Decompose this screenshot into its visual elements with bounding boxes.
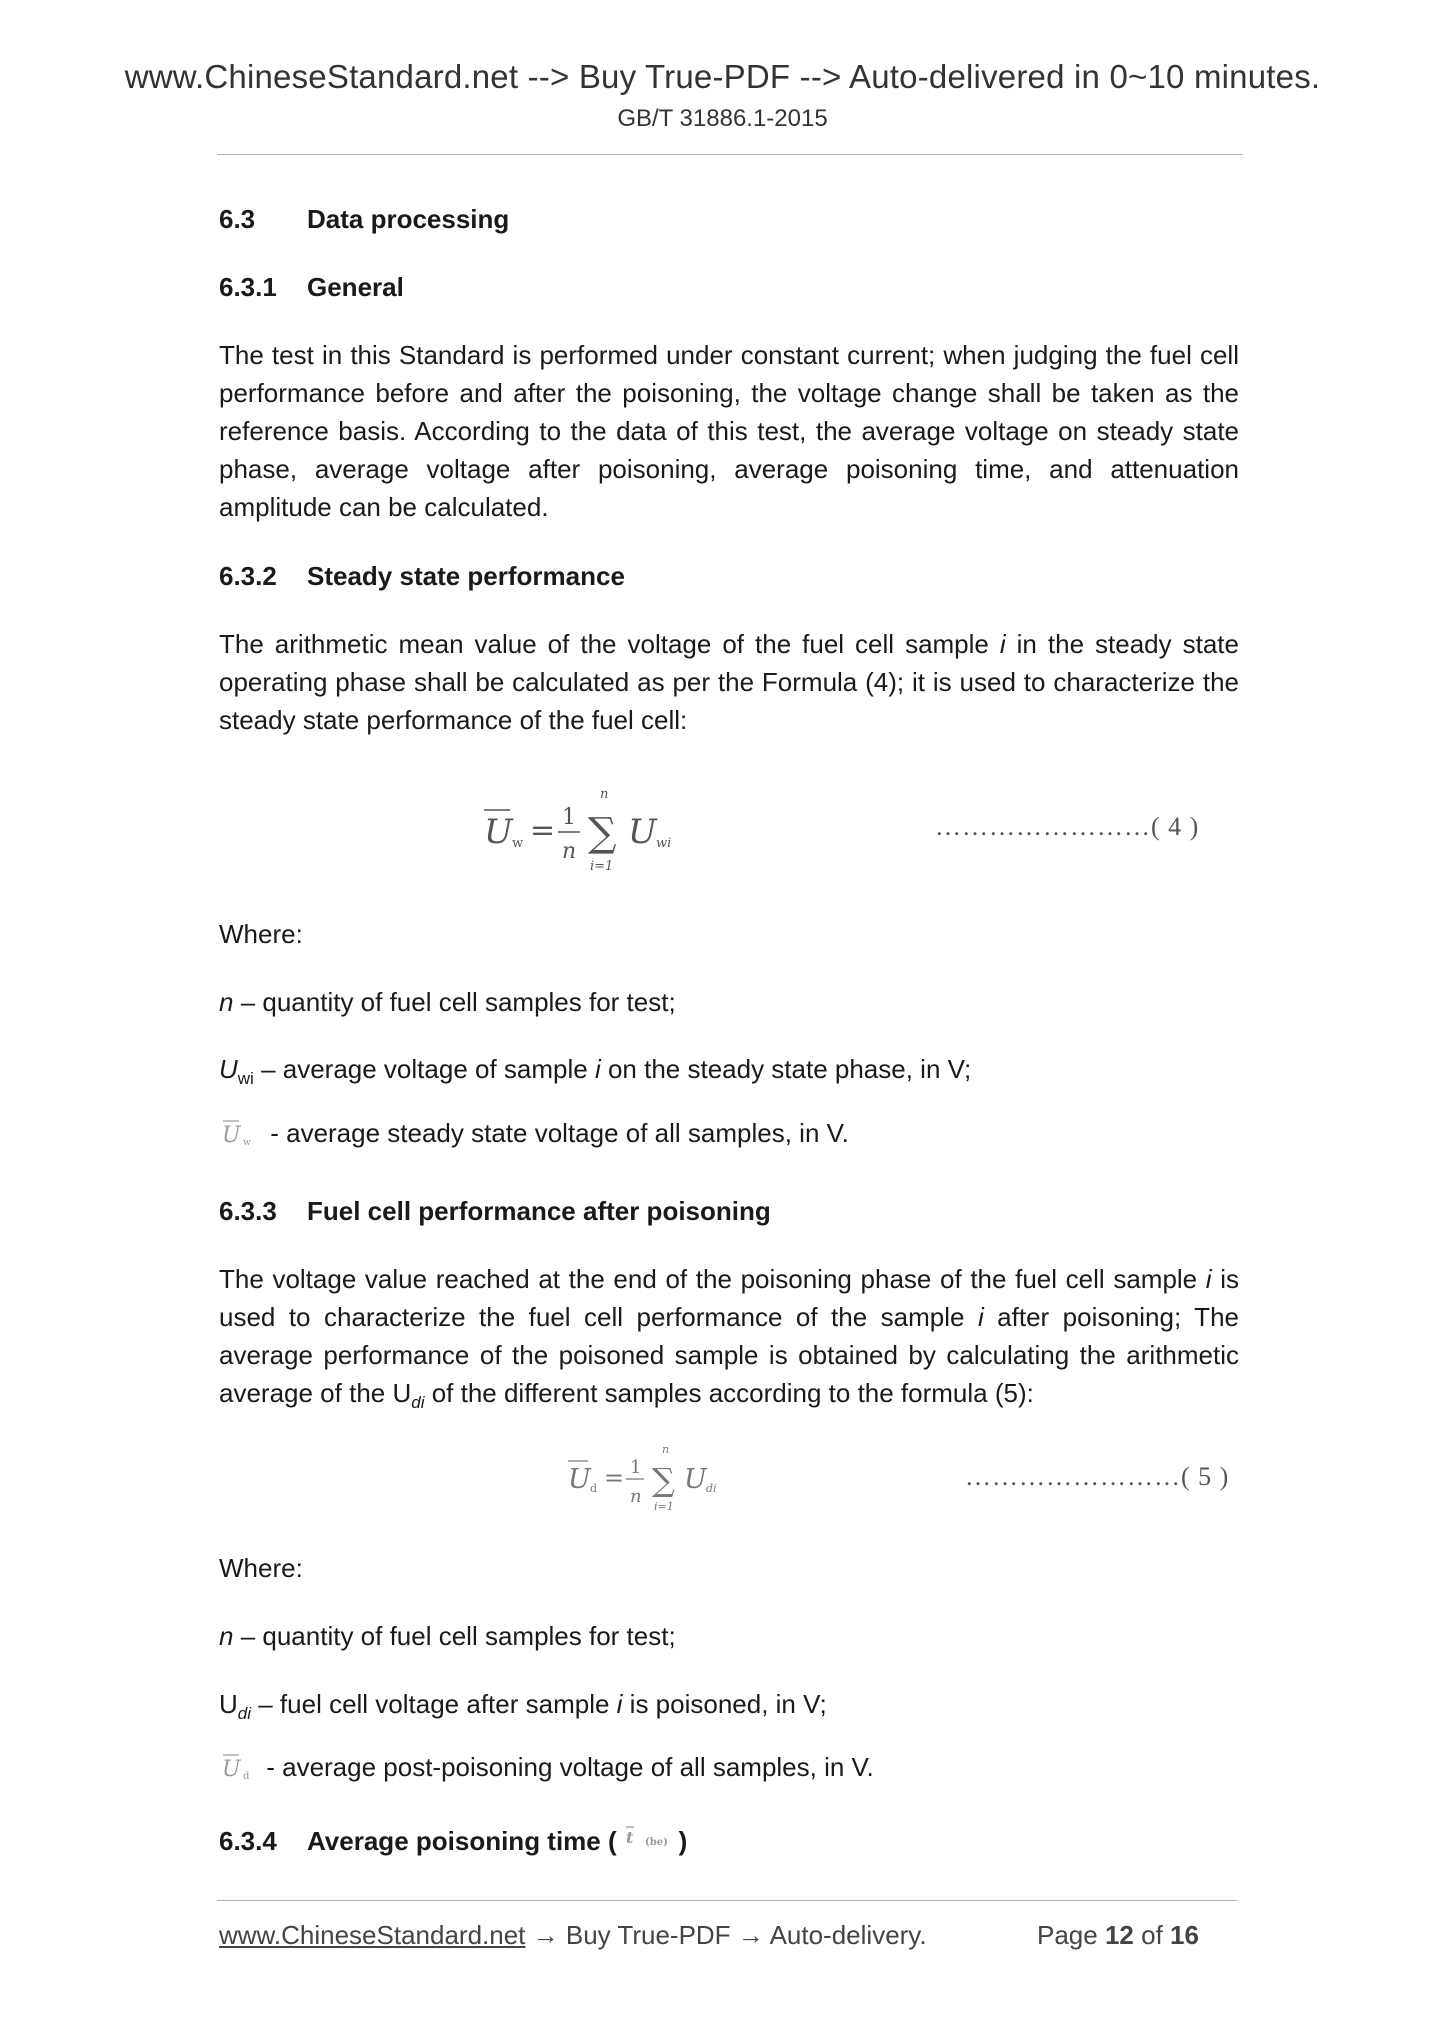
svg-text:U: U: [484, 812, 513, 852]
footer-text: www.ChineseStandard.net → Buy True-PDF → Auto-delivery.: [219, 1920, 927, 1950]
footer-link[interactable]: www.ChineseStandard.net: [219, 1920, 526, 1950]
heading-6-3-3: 6.3.3 Fuel cell performance after poisoning: [219, 1196, 771, 1226]
svg-text:U: U: [222, 1123, 241, 1148]
svg-text:n: n: [630, 1486, 642, 1507]
svg-text:i=1: i=1: [654, 1500, 674, 1513]
svg-text:U: U: [628, 812, 657, 852]
svg-text:(be): (be): [644, 1837, 668, 1848]
definition-uwi: $U_{wi}$ – average voltage of sample i on the steady state phase, in V;: [219, 1054, 972, 1088]
ud-bar-symbol: [219, 1750, 259, 1782]
svg-text:n: n: [662, 1443, 670, 1456]
svg-text:d: d: [243, 1771, 250, 1782]
formula-5: [560, 1440, 760, 1520]
svg-text:n: n: [562, 839, 577, 864]
svg-text:∑: ∑: [652, 1461, 675, 1499]
definition-udi: $U_{di}$ – fuel cell voltage after sample i is poisoned, in V;: [219, 1689, 827, 1723]
svg-text:wi: wi: [656, 836, 672, 851]
t-bar-symbol: [617, 1823, 679, 1853]
standard-code: GB/T 31886.1-2015: [617, 105, 828, 132]
paragraph-general: The test in this Standard is performed under constant current; when judging the fuel cell performance before and after the poisoning, the voltage change shall be taken as the reference basis. According to the data of this test, the average voltage on steady state phase, average voltage after poisoning, average poisoning time, and attenuation amplitude can be calculated.: [219, 340, 1239, 522]
formula-4: [470, 780, 710, 880]
heading-6-3-4: 6.3.4 Average poisoning time ( t (be) ): [219, 1823, 687, 1857]
formula-4-number: ……………………( 4 ): [935, 812, 1200, 841]
svg-text:1: 1: [562, 805, 576, 830]
heading-6-3-1: 6.3.1 General: [219, 272, 404, 302]
svg-text:w: w: [243, 1138, 251, 1148]
svg-text:=: =: [530, 813, 556, 848]
svg-text:=: =: [604, 1464, 625, 1492]
definition-ud-bar: U d - average post-poisoning voltage of all samples, in V.: [219, 1750, 874, 1783]
svg-text:i=1: i=1: [590, 859, 614, 874]
page-indicator: Page 12 of 16: [1037, 1920, 1199, 1950]
svg-text:di: di: [706, 1482, 717, 1495]
where-label-1: Where:: [219, 919, 303, 949]
paragraph-after-poisoning: The voltage value reached at the end of the poisoning phase of the fuel cell sample i is used to characterize the fuel cell performance of the sample i after poisoning; The average performance of the poisoned sample is obtained by calculating the arithmetic average of the $U_{di}$ of the different samples according to the formula (5):: [219, 1264, 1239, 1412]
formula-5-number: ……………………( 5 ): [965, 1462, 1230, 1491]
svg-text:∑: ∑: [588, 810, 617, 856]
heading-6-3: 6.3 Data processing: [219, 204, 510, 234]
svg-text:U: U: [684, 1464, 707, 1495]
svg-text:U: U: [568, 1464, 591, 1495]
svg-text:n: n: [600, 787, 609, 802]
svg-text:w: w: [512, 836, 524, 851]
where-label-2: Where:: [219, 1553, 303, 1583]
heading-6-3-2: 6.3.2 Steady state performance: [219, 561, 625, 591]
footer-divider: [217, 1900, 1237, 1901]
header-banner: www.ChineseStandard.net --> Buy True-PDF --> Auto-delivered in 0~10 minutes.: [124, 58, 1321, 95]
svg-text:U: U: [222, 1757, 241, 1782]
svg-text:t: t: [625, 1828, 634, 1847]
definition-n-1: n – quantity of fuel cell samples for test;: [219, 987, 676, 1017]
uw-bar-symbol: [219, 1116, 263, 1148]
definition-uw-bar: U w - average steady state voltage of all samples, in V.: [219, 1116, 849, 1149]
svg-text:1: 1: [630, 1457, 642, 1478]
paragraph-steady-state: The arithmetic mean value of the voltage of the fuel cell sample i in the steady state operating phase shall be calculated as per the Formula (4); it is used to characterize the steady state performance of the fuel cell:: [219, 629, 1239, 735]
definition-n-2: n – quantity of fuel cell samples for test;: [219, 1621, 676, 1651]
header-divider: [217, 154, 1243, 155]
svg-text:d: d: [590, 1482, 598, 1495]
